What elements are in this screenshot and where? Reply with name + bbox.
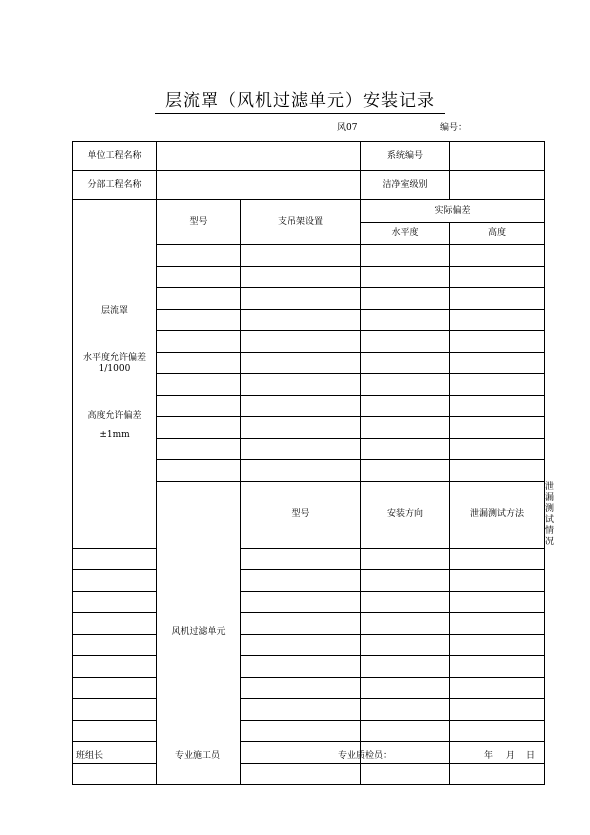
sub-project-value[interactable] [157,171,361,200]
section1-cell[interactable] [157,309,241,331]
section1-cell[interactable] [157,374,241,396]
section2-cell[interactable] [450,548,545,570]
section2-row [73,548,545,570]
section1-cell[interactable] [361,438,450,460]
section1-cell[interactable] [157,266,241,288]
section1-header-row [73,200,545,223]
section1-cell[interactable] [450,266,545,288]
section2-row [73,613,545,635]
section1-cell[interactable] [241,438,361,460]
col-model-2: 型号 [241,481,361,548]
cleanroom-level-label: 洁净室级别 [361,171,450,200]
section2-cell[interactable] [361,591,450,613]
section1-cell[interactable] [361,331,450,353]
section1-label [73,200,157,549]
section1-cell[interactable] [450,352,545,374]
section2-cell[interactable] [241,677,361,699]
col-height: 高度 [450,223,545,245]
section1-label-line: 高度允许偏差 [87,411,142,422]
section2-cell[interactable] [450,699,545,721]
section2-cell[interactable] [361,677,450,699]
system-no-label: 系统编号 [361,142,450,171]
section1-cell[interactable] [241,395,361,417]
unit-project-label: 单位工程名称 [73,142,157,171]
col-actual-deviation: 实际偏差 [361,200,545,223]
header-row-1 [73,142,545,171]
number-label: 编号： [440,123,468,133]
sub-project-label: 分部工程名称 [73,171,157,200]
section1-cell[interactable] [157,460,241,482]
section1-label-line: ±1mm [99,430,130,441]
section1-cell[interactable] [361,374,450,396]
section2-cell[interactable] [241,763,361,785]
section2-cell[interactable] [361,763,450,785]
section1-cell[interactable] [450,395,545,417]
section1-cell[interactable] [450,309,545,331]
record-table [72,141,555,785]
section1-label-line: 层流罩 [100,306,128,317]
day-label: 日 [526,751,536,761]
section2-cell[interactable] [241,570,361,592]
section1-cell[interactable] [450,245,545,267]
section2-cell[interactable] [241,591,361,613]
section1-cell[interactable] [157,331,241,353]
section1-cell[interactable] [157,245,241,267]
section2-row [73,570,545,592]
section2-row [73,677,545,699]
form-code: 风07 [337,123,358,133]
section1-cell[interactable] [450,438,545,460]
section2-cell[interactable] [241,656,361,678]
section2-cell[interactable] [450,763,545,785]
header-row-2 [73,171,545,200]
col-direction: 安装方向 [361,481,450,548]
section2-row [73,720,545,742]
section1-cell[interactable] [157,395,241,417]
section2-cell[interactable] [450,613,545,635]
section2-row [73,763,545,785]
section2-cell[interactable] [450,677,545,699]
section1-cell[interactable] [361,417,450,439]
section2-cell[interactable] [73,613,157,635]
section2-cell[interactable] [361,570,450,592]
section2-cell[interactable] [73,548,157,570]
section1-cell[interactable] [241,417,361,439]
section1-cell[interactable] [450,417,545,439]
section2-cell[interactable] [450,656,545,678]
section2-cell[interactable] [361,634,450,656]
section2-cell[interactable] [450,634,545,656]
section1-cell[interactable] [361,395,450,417]
section1-cell[interactable] [450,460,545,482]
section2-cell[interactable] [241,699,361,721]
section2-cell[interactable] [450,570,545,592]
section2-cell[interactable] [73,634,157,656]
section1-cell[interactable] [157,288,241,310]
section1-cell[interactable] [157,352,241,374]
section1-cell[interactable] [241,309,361,331]
section2-cell[interactable] [361,656,450,678]
section2-cell[interactable] [361,548,450,570]
system-no-value[interactable] [450,142,545,171]
cleanroom-level-value[interactable] [450,171,545,200]
section2-cell[interactable] [73,677,157,699]
section1-cell[interactable] [241,288,361,310]
construction-staff-label: 专业施工员 [175,751,221,761]
section2-cell[interactable] [241,548,361,570]
section1-cell[interactable] [157,438,241,460]
col-level: 水平度 [361,223,450,245]
col-model: 型号 [157,200,241,245]
section2-cell[interactable] [73,591,157,613]
section1-cell[interactable] [241,266,361,288]
section2-cell[interactable] [361,720,450,742]
section2-cell[interactable] [361,613,450,635]
section2-cell[interactable] [241,720,361,742]
page-title: 层流罩（风机过滤单元）安装记录 [155,86,445,114]
section1-cell[interactable] [450,374,545,396]
section2-cell[interactable] [73,720,157,742]
section2-cell[interactable] [73,656,157,678]
section1-label-line: 水平度允许偏差 [82,353,146,364]
month-label: 月 [506,751,516,761]
team-leader-label: 班组长 [76,751,104,761]
section2-cell[interactable] [73,763,157,785]
section2-cell[interactable] [241,613,361,635]
section2-cell[interactable] [450,591,545,613]
section2-row [73,656,545,678]
section2-row [73,699,545,721]
section1-label-line: 1/1000 [98,364,131,375]
section1-cell[interactable] [361,266,450,288]
col-leak-method: 泄漏测试方法 [450,481,545,548]
col-support: 支吊架设置 [241,200,361,245]
section1-cell[interactable] [241,352,361,374]
section1-cell[interactable] [361,245,450,267]
section1-cell[interactable] [361,460,450,482]
section1-cell[interactable] [361,352,450,374]
section1-cell[interactable] [241,460,361,482]
section2-cell[interactable] [73,570,157,592]
section1-cell[interactable] [361,288,450,310]
unit-project-value[interactable] [157,142,361,171]
section2-cell[interactable] [450,720,545,742]
section1-cell[interactable] [241,331,361,353]
year-label: 年 [484,751,494,761]
section1-cell[interactable] [241,374,361,396]
section1-cell[interactable] [450,288,545,310]
section1-cell[interactable] [361,309,450,331]
quality-inspector-label: 专业质检员： [338,751,393,761]
section2-cell[interactable] [361,699,450,721]
section1-cell[interactable] [241,245,361,267]
section1-cell[interactable] [450,331,545,353]
section2-row [73,591,545,613]
section2-row [73,634,545,656]
section2-cell[interactable] [241,634,361,656]
section2-label: 风机过滤单元 [157,481,241,785]
section2-cell[interactable] [73,699,157,721]
section1-cell[interactable] [157,417,241,439]
section2-header-row: 风机过滤单元 型号 安装方向 泄漏测试方法 泄漏测试情况 [73,481,545,548]
section2-row [73,742,545,764]
